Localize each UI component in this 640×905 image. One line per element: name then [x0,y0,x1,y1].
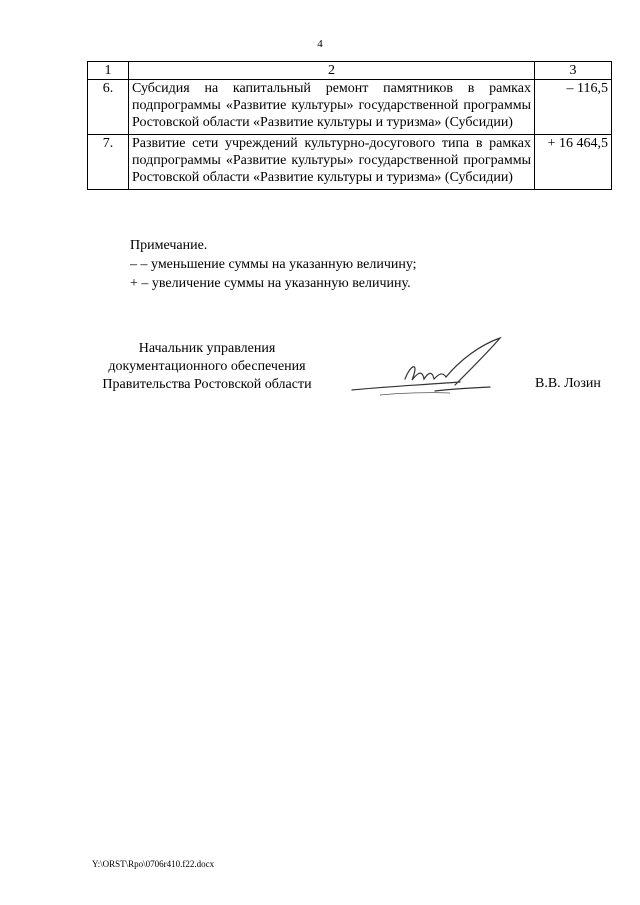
signer-name: В.В. Лозин [535,376,601,391]
signer-position-line: Правительства Ростовской области [102,377,312,392]
note-line-decrease: – – уменьшение суммы на указанную величину; [130,257,417,272]
row-number: 6. [88,80,129,135]
row-value: + 16 464,5 [535,135,612,190]
page-number: 4 [317,38,323,50]
handwritten-signature [350,335,510,405]
table-row [88,80,612,135]
note-line-increase: + – увеличение суммы на указанную величину. [130,276,411,291]
signer-position-line: документационного обеспечения [108,359,306,374]
signer-position-line: Начальник управления [138,341,276,356]
column-header-2: 2 [129,62,535,80]
table-header-row [88,62,612,80]
note-section [130,236,417,293]
budget-table [87,61,612,190]
row-description: Развитие сети учреждений культурно-досугового типа в рамках подпрограммы «Развитие культуры» государственной программы Ростовской области «Развитие культуры и туризма» (Субсидии) [129,135,535,190]
table-row [88,135,612,190]
signer-position [87,340,327,394]
row-number: 7. [88,135,129,190]
file-path: Y:\ORST\Rpo\0706r410.f22.docx [92,859,215,869]
row-value: – 116,5 [535,80,612,135]
note-title: Примечание. [130,238,208,253]
column-header-3: 3 [535,62,612,80]
row-description: Субсидия на капитальный ремонт памятников в рамках подпрограммы «Развитие культуры» государственной программы Ростовской области «Развитие культуры и туризма» (Субсидии) [129,80,535,135]
column-header-1: 1 [88,62,129,80]
